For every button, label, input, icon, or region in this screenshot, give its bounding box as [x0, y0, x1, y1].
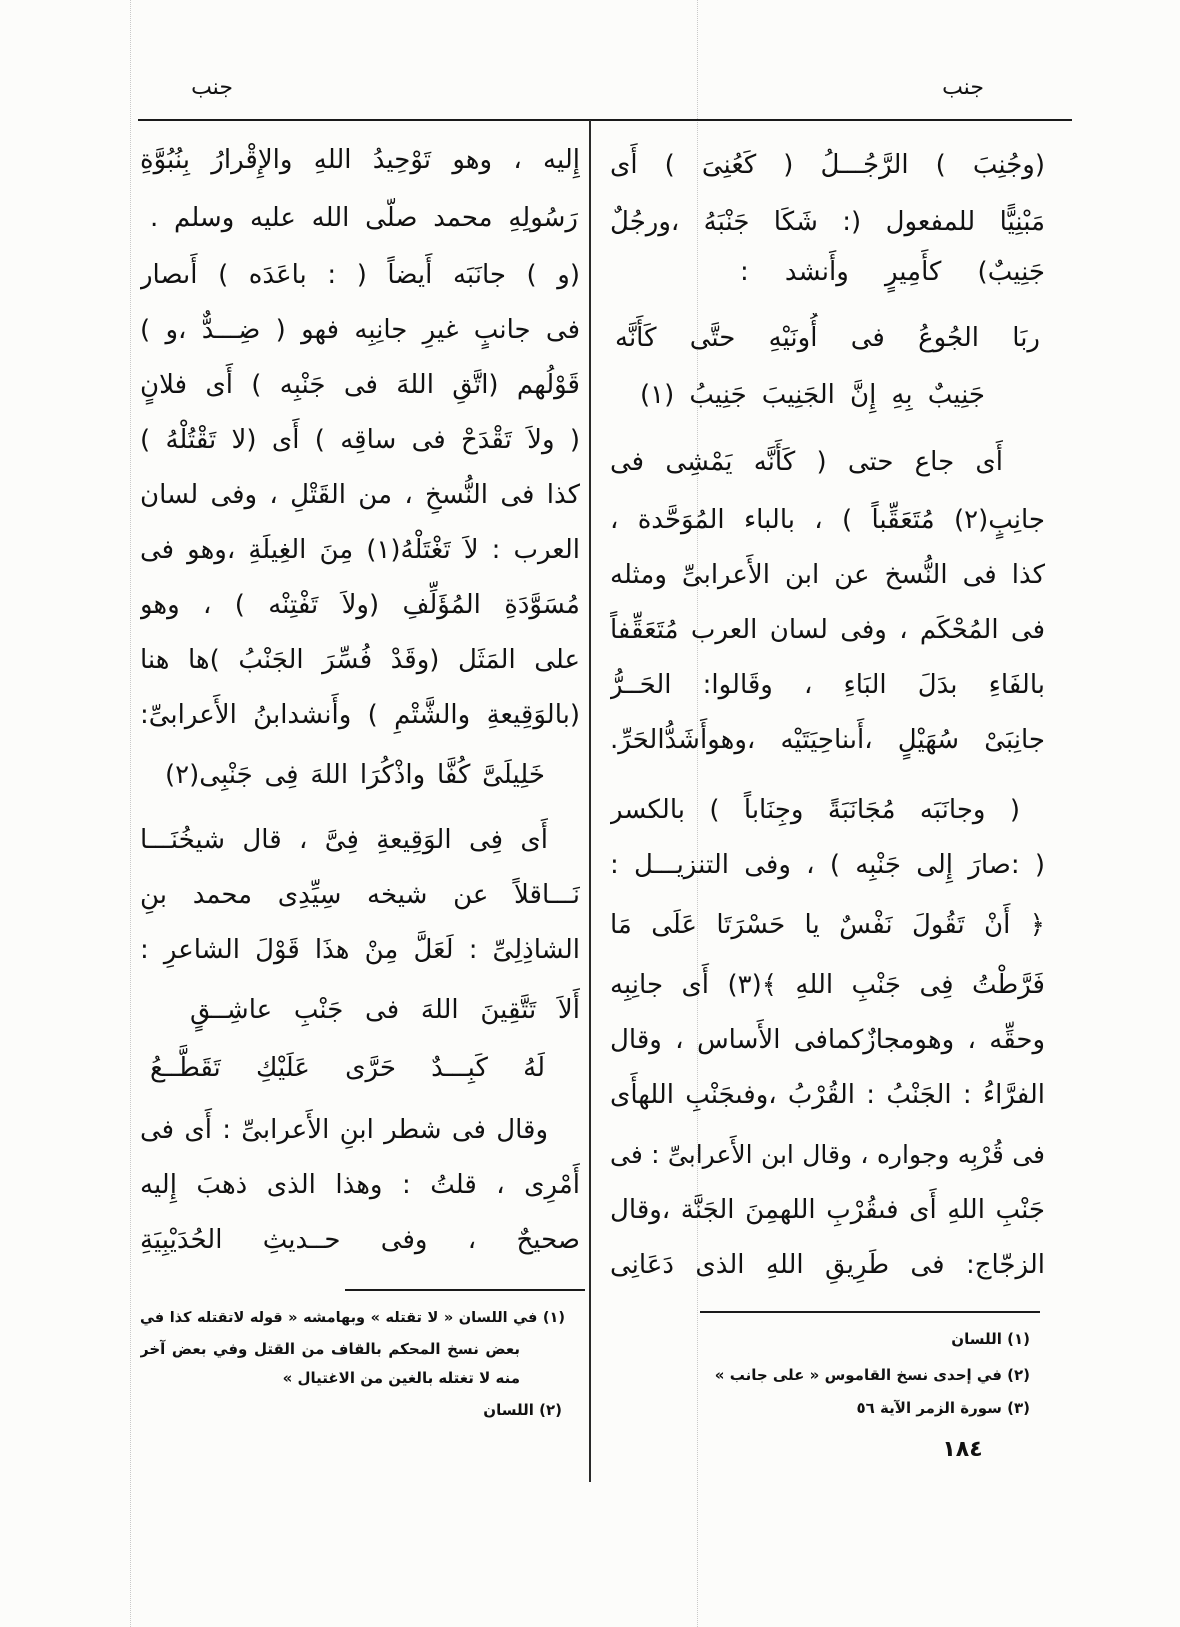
quran-line: ﴿ أَنْ تَقُولَ نَفْسٌ يا حَسْرَتَا عَلَى مَا: [610, 910, 1045, 940]
footnote-line: منه لا تغتله بالغين من الاغتيال »: [282, 1369, 520, 1387]
text-line: جانِبَىْ سُهَيْلٍ ،أَىناحِيَتَيْه ،وهوأَشَدُّالحَرِّ.: [610, 725, 1045, 755]
text-line: قَوْلُهم (اتَّقِ اللهَ فى جَنْبِه ) أَى فلانٍ: [140, 370, 580, 400]
verse-line: لَهُ كَبِـــدٌ حَرَّى عَلَيْكِ تَقَطَّــعُ: [150, 1053, 545, 1083]
footnote-rule-right: [700, 1311, 1040, 1313]
quran-line: فَرَّطْتُ فِى جَنْبِ اللهِ ﴾(٣) أَى جانِبِه: [610, 970, 1045, 1000]
text-line: مُسَوَّدَةِ المُؤَلِّفِ (ولاَ تَفْتِنْه ) ، وهو: [140, 590, 580, 620]
footnote-line: (١) في اللسان « لا تقتله » وبهامشه « قوله لاتقتله كذا في: [140, 1310, 565, 1326]
text-line: بالفَاءِ بدَلَ البَاءِ ، وقَالوا: الحَــرُّ: [610, 670, 1045, 700]
footnote-line: (١) اللسان: [951, 1330, 1030, 1348]
text-line: وقال فى شطر ابنِ الأَعرابىِّ : أَى فى: [140, 1115, 548, 1145]
text-line: فى قُرْبِه وجواره ، وقال ابن الأَعرابىِّ : فى: [610, 1140, 1045, 1169]
text-line: نَـــاقلاً عن شيخه سِيِّدِى محمد بنِ: [140, 880, 580, 910]
text-line: صحيحٌ ، وفى حــديثِ الحُدَيْبِيَةِ: [140, 1225, 580, 1255]
footnote-line: (٣) سورة الزمر الآية ٥٦: [856, 1399, 1030, 1417]
column-divider: [589, 120, 591, 1482]
text-line: وحقِّه ، وهومجازٌكمافى الأَساس ، وقال: [610, 1025, 1045, 1055]
text-line: كذا فى النُّسخِ ، من القَتْلِ ، وفى لسان: [140, 480, 580, 510]
text-line: جانِبٍ(٢) مُتَعَقِّباً ) ، بالباء المُوَحَّدة ،: [610, 505, 1045, 535]
text-line: فى المُحْكَم ، وفى لسان العرب مُتَعَقِّفاً: [610, 615, 1045, 645]
text-line: الزجّاج: فى طَرِيقِ اللهِ الذى دَعَانِى: [610, 1250, 1045, 1280]
text-line: على المَثَل (وقَدْ فُسِّرَ الجَنْبُ )ها هنا: [140, 645, 580, 675]
text-line: الفرَّاءُ : الجَنْبُ : القُرْبُ ،وفىجَنْبِ اللهأَى: [610, 1080, 1045, 1110]
running-header-right: جنب: [942, 75, 984, 100]
text-line: ( :صارَ إِلى جَنْبِه ) ، وفى التنزيـــل :: [610, 850, 1045, 880]
text-line: العرب : لاَ تَغْتَلْهُ(١) مِنَ الغِيلَةِ ،وهو فى: [140, 535, 580, 565]
text-line: ( ولاَ تَقْدَحْ فى ساقِه ) أَى (لا تَقْتُلْهُ ): [140, 425, 580, 455]
text-line: (وجُنِبَ ) الرَّجُـــلُ ( كَعُنِىَ ) أَى: [610, 150, 1045, 180]
verse-line: ربَا الجُوعُ فى أُونَيْهِ حتَّى كَأَنَّه: [615, 323, 1040, 353]
footnote-rule-left: [345, 1289, 585, 1291]
running-header-left: جنب: [191, 75, 233, 100]
verse-line: جَنِيبٌ بِهِ إِنَّ الجَنِيبَ جَنِيبُ (١): [640, 380, 985, 410]
verse-line: أَلاَ تَتَّقِينَ اللهَ فى جَنْبِ عاشِــقٍ: [190, 995, 580, 1025]
text-line: (بالوَقِيعةِ والشَّتْمِ ) وأَنشدابنُ الأَعرابىِّ:: [140, 700, 580, 730]
text-line: (و ) جانَبَه أَيضاً ( : باعَدَه ) أَىصار: [140, 260, 580, 290]
text-line: فى جانبٍ غيرِ جانِبِه فهو ( ضِـــدٌّ ،و ): [140, 315, 580, 345]
page-number: ١٨٤: [942, 1437, 983, 1462]
header-rule: [138, 119, 1072, 121]
text-line: جَنِيبٌ) كأَمِيرٍ وأَنشد :: [740, 257, 1045, 287]
text-line: مَبْنِيًّا للمفعول (: شَكَا جَنْبَهُ ،ورجُلٌ: [610, 207, 1045, 237]
footnote-line: بعض نسخ المحكم بالقاف من القتل وفي بعض آخر: [140, 1340, 520, 1358]
text-line: أَى فِى الوَقِيعةِ فِىَّ ، قال شيخُنَـــا: [140, 825, 548, 855]
text-line: أَى جاع حتى ( كَأَنَّه يَمْشِى فى: [610, 447, 1003, 477]
footnote-line: (٢) اللسان: [483, 1401, 562, 1419]
footnote-line: (٢) في إحدى نسخ القاموس « على جانب »: [714, 1366, 1030, 1384]
text-line: أَمْرِى ، قلتُ : وهذا الذى ذهبَ إِليه: [140, 1170, 580, 1200]
text-line: ( وجانَبَه مُجَانَبَةً وجِنَاباً ) بالكسر: [610, 795, 1020, 825]
text-line: كذا فى النُّسخ عن ابن الأَعرابىِّ ومثله: [610, 560, 1045, 590]
scan-guide-line: [130, 0, 131, 1627]
text-line: جَنْبِ اللهِ أَى فىقُرْبِ اللهمِنَ الجَنَّة ،وقال: [610, 1195, 1045, 1225]
text-line: الشاذِلِىِّ : لَعَلَّ مِنْ هذَا قَوْلَ الشاعرِ :: [140, 935, 580, 965]
text-line: رَسُولِهِ محمد صلّى الله عليه وسلم .: [150, 203, 578, 233]
text-line: إِليه ، وهو تَوْحِيدُ اللهِ والإِقْرارُ بِنُبُوَّةِ: [140, 145, 580, 175]
verse-line: خَلِيلَىَّ كُفَّا واذْكُرَا اللهَ فِى جَنْبِى(٢): [165, 760, 545, 790]
